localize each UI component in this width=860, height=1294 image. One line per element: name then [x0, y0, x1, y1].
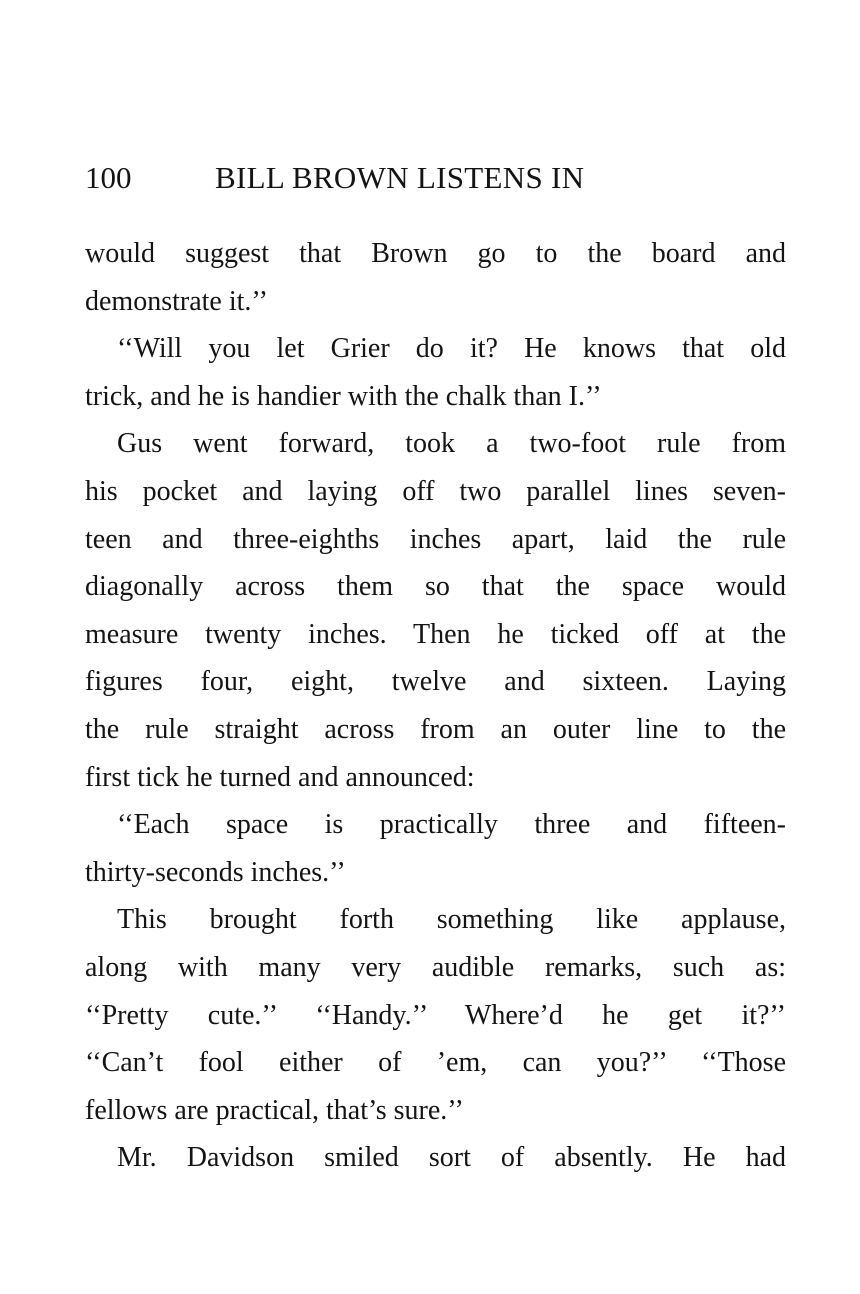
text-line: ‘‘Pretty cute.’’ ‘‘Handy.’’ Where’d he get it?’’ [85, 999, 786, 1031]
text-line: ‘‘Each space is practically three and fifteen- [117, 809, 786, 841]
running-title: BILL BROWN LISTENS IN [215, 160, 585, 195]
text-line: teen and three-eighths inches apart, laid the rule [85, 523, 786, 555]
text-line: thirty-seconds inches.’’ [85, 856, 346, 888]
text-line: along with many very audible remarks, such as: [85, 951, 786, 983]
text-line: Mr. Davidson smiled sort of absently. He had [117, 1142, 786, 1174]
text-line: his pocket and laying off two parallel lines seven- [85, 475, 786, 507]
text-line: This brought forth something like applause, [117, 904, 786, 936]
text-line: trick, and he is handier with the chalk than I.’’ [85, 380, 602, 412]
text-line: demonstrate it.’’ [85, 285, 268, 317]
text-line: fellows are practical, that’s sure.’’ [85, 1094, 464, 1126]
text-line: measure twenty inches. Then he ticked off at the [85, 618, 786, 650]
text-line: diagonally across them so that the space would [85, 571, 786, 603]
body-text [85, 230, 786, 1182]
text-line: Gus went forward, took a two-foot rule from [117, 428, 786, 460]
text-line: ‘‘Will you let Grier do it? He knows that old [117, 333, 786, 365]
running-head [85, 156, 785, 200]
text-line: first tick he turned and announced: [85, 761, 475, 793]
text-line: the rule straight across from an outer line to the [85, 713, 786, 745]
text-line: ‘‘Can’t fool either of ’em, can you?’’ ‘‘Those [85, 1047, 786, 1079]
text-line: figures four, eight, twelve and sixteen. Laying [85, 666, 786, 698]
text-line: would suggest that Brown go to the board and [85, 238, 786, 269]
page-number: 100 [85, 160, 132, 195]
